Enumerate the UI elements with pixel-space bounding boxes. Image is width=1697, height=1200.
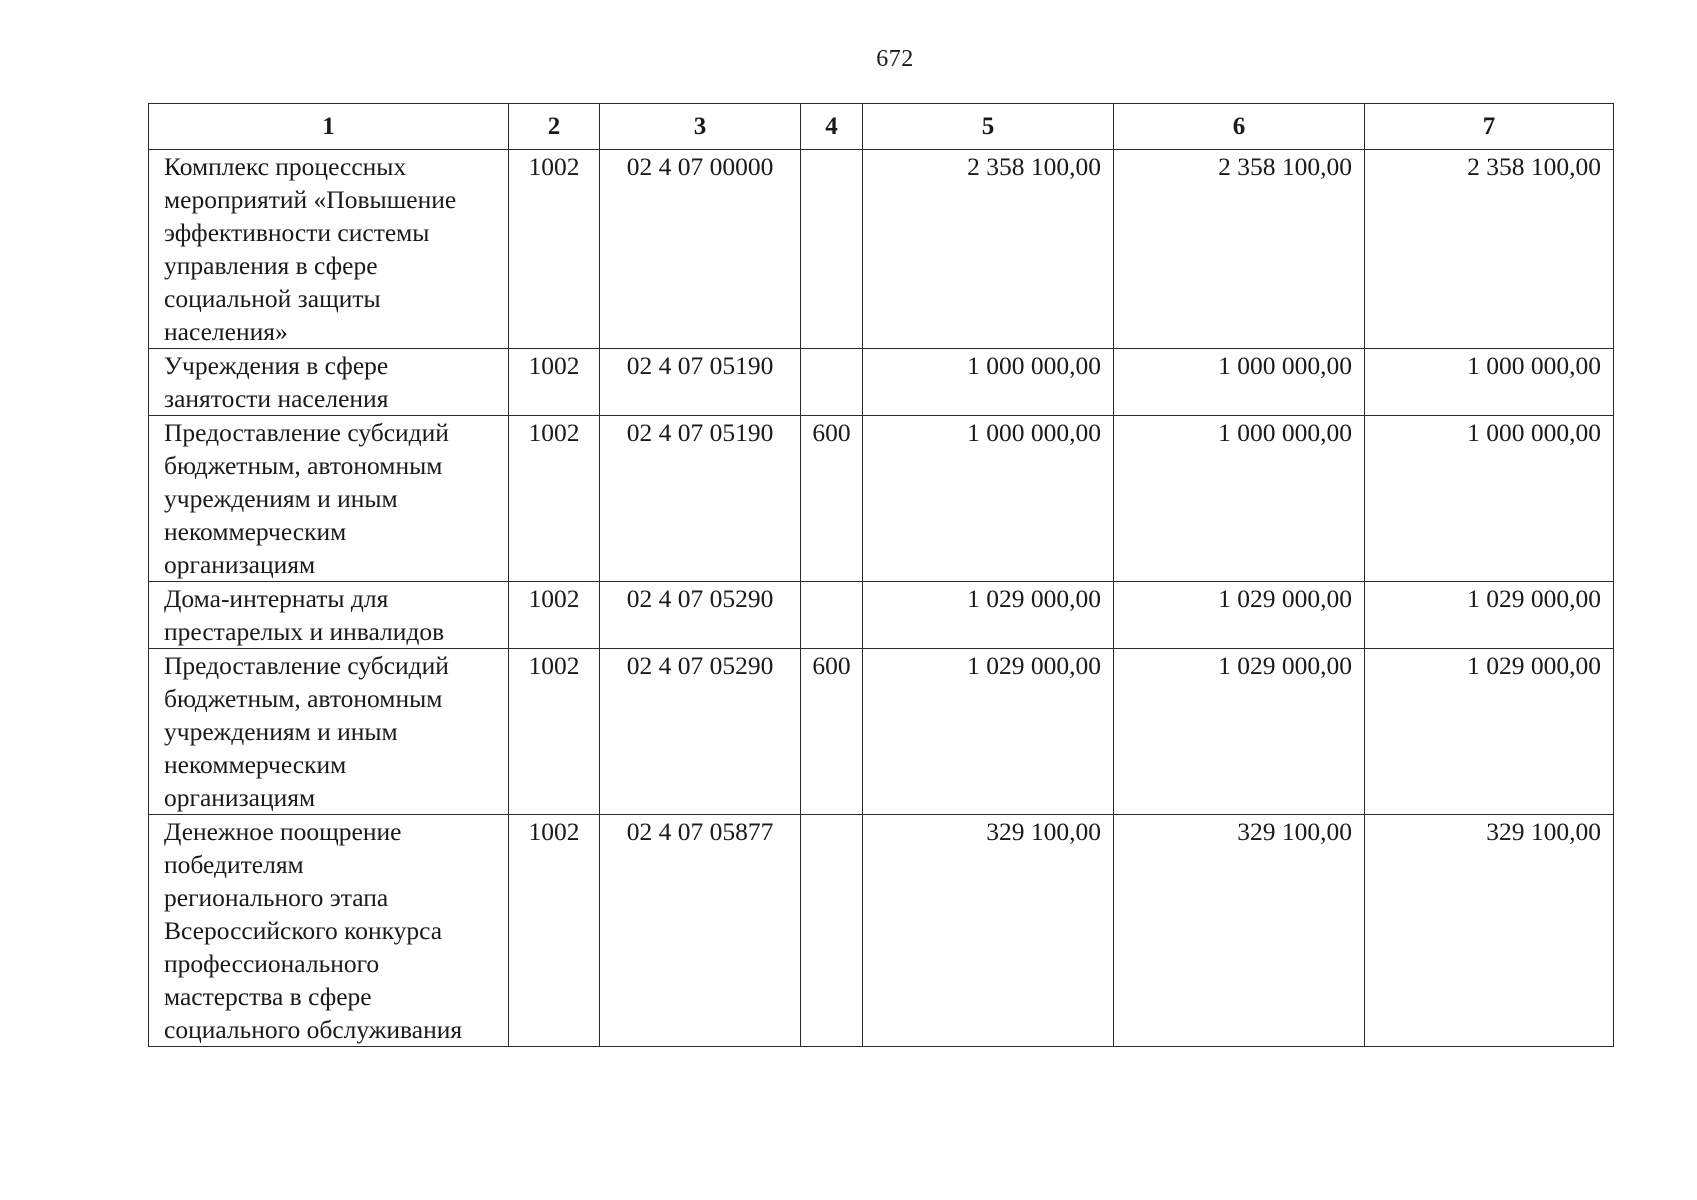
row-target-code: 02 4 07 05290 <box>600 582 801 649</box>
row-expense-type: 600 <box>801 416 863 582</box>
table-row <box>149 815 1614 1047</box>
row-name: Предоставление субсидий бюджетным, автономным учреждениям и иным некоммерческим организациям <box>149 416 509 582</box>
header-col-5: 5 <box>863 104 1114 150</box>
row-name: Предоставление субсидий бюджетным, автономным учреждениям и иным некоммерческим организациям <box>149 649 509 815</box>
row-target-code: 02 4 07 00000 <box>600 150 801 349</box>
table-row <box>149 649 1614 815</box>
header-col-2: 2 <box>509 104 600 150</box>
row-amount-5: 1 029 000,00 <box>863 649 1114 815</box>
row-section: 1002 <box>509 150 600 349</box>
table-header <box>149 104 1614 150</box>
row-section: 1002 <box>509 349 600 416</box>
row-amount-5: 329 100,00 <box>863 815 1114 1047</box>
row-name: Комплекс процессных мероприятий «Повышение эффективности системы управления в сфере социальной защиты населения» <box>149 150 509 349</box>
row-amount-6: 1 000 000,00 <box>1114 416 1365 582</box>
table-body <box>149 150 1614 1047</box>
row-amount-6: 1 029 000,00 <box>1114 649 1365 815</box>
row-expense-type: 600 <box>801 649 863 815</box>
table-row <box>149 349 1614 416</box>
row-name: Денежное поощрение победителям регионального этапа Всероссийского конкурса профессионального мастерства в сфере социального обслуживания <box>149 815 509 1047</box>
row-amount-5: 1 029 000,00 <box>863 582 1114 649</box>
header-col-1: 1 <box>149 104 509 150</box>
row-amount-6: 2 358 100,00 <box>1114 150 1365 349</box>
row-expense-type <box>801 150 863 349</box>
header-col-6: 6 <box>1114 104 1365 150</box>
row-target-code: 02 4 07 05290 <box>600 649 801 815</box>
row-section: 1002 <box>509 815 600 1047</box>
row-amount-6: 1 000 000,00 <box>1114 349 1365 416</box>
row-expense-type <box>801 815 863 1047</box>
row-section: 1002 <box>509 649 600 815</box>
row-section: 1002 <box>509 582 600 649</box>
row-expense-type <box>801 349 863 416</box>
row-amount-7: 1 029 000,00 <box>1365 582 1614 649</box>
header-col-4: 4 <box>801 104 863 150</box>
table-row <box>149 582 1614 649</box>
row-amount-6: 329 100,00 <box>1114 815 1365 1047</box>
budget-table <box>148 103 1614 1047</box>
row-target-code: 02 4 07 05877 <box>600 815 801 1047</box>
row-amount-7: 1 000 000,00 <box>1365 416 1614 582</box>
row-target-code: 02 4 07 05190 <box>600 416 801 582</box>
row-amount-7: 2 358 100,00 <box>1365 150 1614 349</box>
row-amount-7: 1 029 000,00 <box>1365 649 1614 815</box>
header-row <box>149 104 1614 150</box>
row-amount-7: 1 000 000,00 <box>1365 349 1614 416</box>
row-amount-5: 2 358 100,00 <box>863 150 1114 349</box>
row-amount-6: 1 029 000,00 <box>1114 582 1365 649</box>
row-amount-7: 329 100,00 <box>1365 815 1614 1047</box>
table-row <box>149 150 1614 349</box>
header-col-3: 3 <box>600 104 801 150</box>
row-amount-5: 1 000 000,00 <box>863 349 1114 416</box>
header-col-7: 7 <box>1365 104 1614 150</box>
row-amount-5: 1 000 000,00 <box>863 416 1114 582</box>
row-name: Учреждения в сфере занятости населения <box>149 349 509 416</box>
row-name: Дома-интернаты для престарелых и инвалидов <box>149 582 509 649</box>
page-number: 672 <box>876 46 914 72</box>
row-target-code: 02 4 07 05190 <box>600 349 801 416</box>
table-row <box>149 416 1614 582</box>
row-section: 1002 <box>509 416 600 582</box>
row-expense-type <box>801 582 863 649</box>
